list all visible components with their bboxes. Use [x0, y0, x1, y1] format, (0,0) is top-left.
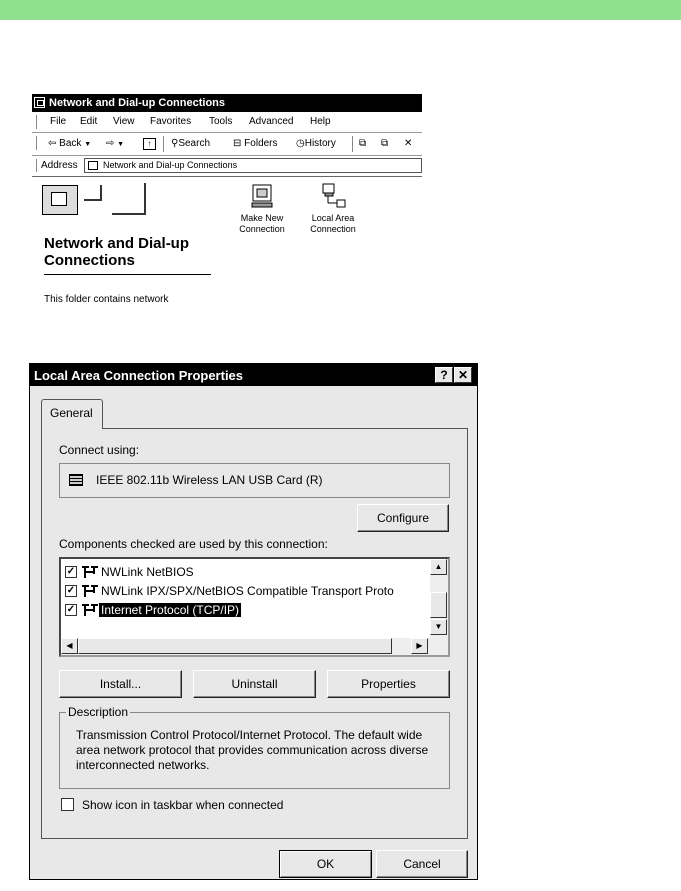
make-new-connection-label: Make New Connection [239, 213, 285, 234]
description-group [59, 705, 450, 789]
forward-button[interactable] [106, 138, 124, 149]
toolbar-separator [163, 136, 164, 152]
copy-to-icon: ⧉ [381, 138, 389, 149]
address-field[interactable] [84, 158, 422, 173]
local-area-connection-item[interactable] [303, 183, 363, 235]
folder-icon [88, 161, 98, 170]
component-label: Internet Protocol (TCP/IP) [101, 603, 240, 617]
description-legend: Description [68, 705, 129, 719]
toolbar-grip[interactable] [36, 159, 40, 172]
vertical-scroll-thumb[interactable] [430, 592, 447, 618]
network-protocol-icon [81, 565, 99, 579]
list-item[interactable] [65, 601, 435, 619]
components-list[interactable] [59, 557, 450, 657]
local-area-connection-icon [321, 183, 345, 209]
chevron-down-icon: ▼ [117, 141, 125, 148]
properties-dialog [29, 363, 478, 880]
delete-icon: ✕ [404, 138, 413, 149]
component-label: NWLink NetBIOS [101, 565, 194, 579]
adapter-display [59, 463, 450, 498]
configure-button[interactable]: Configure [357, 504, 449, 532]
folder-window-icon [34, 97, 45, 108]
toolbar-separator [352, 136, 353, 152]
show-icon-label[interactable]: Show icon in taskbar when connected [82, 798, 284, 812]
search-button[interactable]: ⚲Search [171, 138, 211, 149]
menu-help[interactable]: Help [310, 116, 331, 127]
search-icon: ⚲ [171, 138, 179, 149]
component-checkbox[interactable]: ✓ [66, 566, 76, 577]
up-folder-button[interactable] [143, 138, 156, 150]
show-icon-checkbox[interactable] [61, 798, 74, 811]
folder-heading: Network and Dial-up Connections [44, 235, 190, 269]
folders-button[interactable]: ⊟ Folders [233, 138, 278, 149]
explorer-title-bar [32, 94, 422, 112]
delete-button[interactable] [404, 138, 412, 149]
address-value: Network and Dial-up Connections [103, 160, 238, 170]
horizontal-scroll-thumb[interactable] [78, 638, 392, 654]
explorer-title: Network and Dial-up Connections [49, 97, 226, 109]
scroll-left-icon[interactable]: ◀ [61, 638, 78, 654]
network-folder-icon [36, 183, 146, 221]
menu-advanced[interactable]: Advanced [249, 116, 294, 127]
scroll-down-icon[interactable]: ▼ [430, 619, 447, 635]
chevron-down-icon: ▼ [84, 141, 92, 148]
scroll-right-icon[interactable]: ▶ [411, 638, 428, 654]
properties-button[interactable]: Properties [327, 670, 450, 698]
horizontal-scrollbar[interactable] [61, 638, 448, 655]
toolbar-grip[interactable] [36, 136, 40, 150]
help-button[interactable]: ? [435, 367, 453, 383]
back-arrow-icon: ⇦ [48, 138, 57, 149]
make-new-connection-item[interactable] [232, 183, 292, 235]
history-icon: ◷ [296, 138, 305, 149]
menu-tools[interactable]: Tools [209, 116, 233, 127]
folders-icon: ⊟ [233, 138, 242, 149]
dialog-title: Local Area Connection Properties [34, 368, 244, 383]
page-top-bar [0, 0, 681, 20]
heading-divider [44, 274, 211, 275]
address-label: Address [41, 160, 78, 171]
description-text: Transmission Control Protocol/Internet Protocol. The default wide area network protocol that provides communication across diverse interconnected networks. [76, 728, 429, 772]
menu-file[interactable]: File [50, 116, 67, 127]
dialog-title-bar[interactable] [30, 364, 477, 386]
component-checkbox[interactable]: ✓ [66, 585, 76, 596]
explorer-content [32, 177, 422, 311]
components-label: Components checked are used by this connection: [59, 537, 328, 551]
tab-general[interactable] [41, 399, 103, 429]
network-card-icon [69, 474, 83, 486]
network-protocol-icon [81, 603, 99, 617]
menu-favorites[interactable]: Favorites [150, 116, 192, 127]
uninstall-button[interactable]: Uninstall [193, 670, 316, 698]
connect-using-label: Connect using: [59, 443, 140, 457]
menu-view[interactable]: View [113, 116, 135, 127]
adapter-name: IEEE 802.11b Wireless LAN USB Card (R) [96, 473, 323, 487]
cancel-button[interactable]: Cancel [376, 850, 468, 878]
explorer-toolbar [32, 133, 422, 156]
local-area-connection-label: Local Area Connection [310, 213, 356, 234]
menu-edit[interactable]: Edit [80, 116, 98, 127]
scroll-up-icon[interactable]: ▲ [430, 559, 447, 575]
move-to-button[interactable] [359, 138, 366, 149]
tab-general-label: General [50, 406, 93, 420]
explorer-menu-bar [32, 112, 422, 133]
back-button[interactable]: ⇦ Back ▼ [48, 138, 92, 149]
make-new-connection-icon [250, 183, 274, 209]
up-folder-icon: ↑ [143, 138, 156, 150]
address-bar [32, 156, 422, 177]
vertical-scrollbar[interactable] [430, 559, 448, 638]
network-protocol-icon [81, 584, 99, 598]
copy-to-button[interactable] [381, 138, 388, 149]
close-button[interactable]: ✕ [454, 367, 472, 383]
folder-description: This folder contains network [44, 294, 169, 305]
history-button[interactable]: ◷History [296, 138, 336, 149]
component-checkbox[interactable]: ✓ [66, 604, 76, 615]
ok-button[interactable]: OK [279, 850, 372, 878]
install-button[interactable]: Install... [59, 670, 182, 698]
component-label: NWLink IPX/SPX/NetBIOS Compatible Transport Proto [101, 584, 394, 598]
forward-arrow-icon: ⇨ [106, 138, 115, 149]
list-item[interactable] [65, 582, 435, 600]
move-to-icon: ⧉ [359, 138, 367, 149]
toolbar-grip[interactable] [36, 115, 40, 129]
explorer-window [32, 94, 422, 311]
list-item[interactable] [65, 563, 435, 581]
